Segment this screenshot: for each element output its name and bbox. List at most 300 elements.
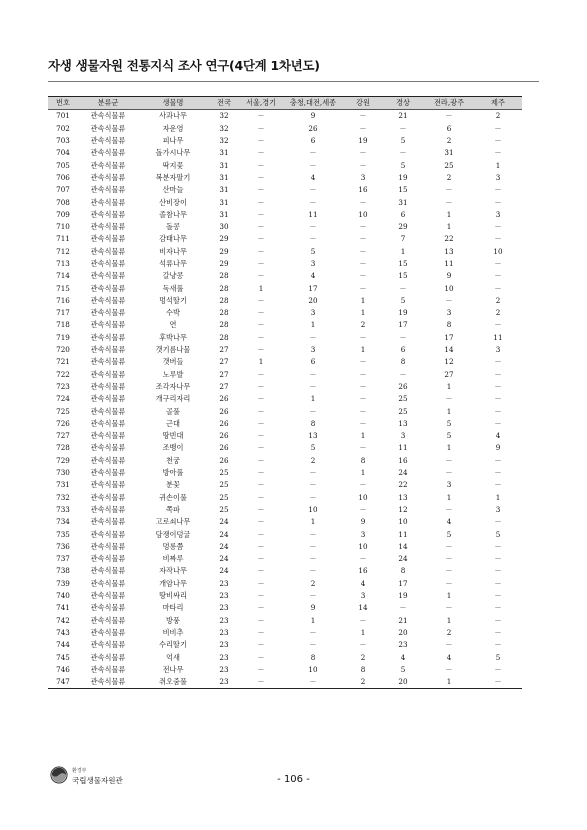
table-cell: 3	[310, 345, 316, 355]
table-cell: 13	[398, 418, 408, 428]
table-cell: 1	[446, 209, 452, 219]
table-cell: 5	[446, 418, 452, 428]
table-cell: 718	[56, 320, 70, 330]
table-cell: 31	[219, 209, 229, 219]
table-cell: －	[257, 640, 265, 650]
table-cell: －	[359, 480, 367, 490]
table-cell: 4	[446, 517, 452, 527]
table-cell: －	[257, 209, 265, 219]
table-cell: －	[494, 123, 502, 133]
table-cell: －	[282, 676, 344, 689]
table-cell: 비짜루	[162, 554, 184, 564]
table-row	[48, 651, 522, 663]
table-cell: 742	[56, 615, 70, 625]
table-cell: 711	[56, 234, 70, 244]
table-cell: －	[445, 640, 453, 650]
table-cell: －	[309, 197, 317, 207]
table-cell: 관속식물류	[90, 664, 126, 674]
table-cell: 피나무	[162, 136, 184, 146]
table-cell: 1	[446, 222, 452, 232]
table-cell: 관속식물류	[90, 246, 126, 256]
table-cell: 743	[56, 627, 70, 637]
table-cell: 740	[56, 591, 70, 601]
table-cell: 관속식물류	[90, 517, 126, 527]
table-cell: 관속식물류	[90, 197, 126, 207]
table-cell: 3	[446, 480, 452, 490]
table-cell: 9	[310, 111, 316, 121]
table-cell: －	[257, 480, 265, 490]
table-cell: －	[494, 259, 502, 268]
table-cell: 16	[358, 566, 368, 576]
table-cell: 8	[310, 418, 316, 428]
table-cell: 멍석딸기	[159, 295, 187, 305]
table-cell: 관속식물류	[90, 554, 126, 564]
table-cell: 1	[360, 468, 366, 478]
table-row	[48, 356, 522, 368]
table-cell: 6	[310, 136, 316, 146]
table-cell: 9	[310, 603, 316, 613]
table-cell: 귀손이풀	[159, 492, 187, 502]
table-row	[48, 209, 522, 221]
table-cell: 2	[446, 172, 452, 182]
table-cell: －	[494, 480, 502, 490]
table-row	[48, 270, 522, 282]
table-cell: －	[257, 566, 265, 576]
table-cell: 23	[219, 591, 229, 601]
table-cell: －	[359, 283, 367, 293]
table-cell: 2	[495, 111, 501, 121]
table-cell: 21	[398, 615, 408, 625]
table-row	[48, 393, 522, 405]
table-cell: －	[309, 627, 317, 637]
table-cell: －	[399, 332, 407, 342]
table-cell: 11	[444, 259, 454, 268]
table-cell: 3	[360, 591, 366, 601]
table-cell: 1	[360, 627, 366, 637]
table-cell: 관속식물류	[90, 234, 126, 244]
table-cell: －	[257, 431, 265, 441]
table-cell: －	[309, 369, 317, 379]
table-cell: 복분자딸기	[155, 172, 191, 182]
table-cell: －	[359, 234, 367, 244]
table-cell: －	[359, 222, 367, 232]
table-cell: 24	[219, 541, 229, 551]
table-cell: －	[494, 185, 502, 195]
table-cell: 9	[360, 517, 366, 527]
table-cell: 3	[310, 259, 316, 268]
table-cell: 관속식물류	[90, 185, 126, 195]
table-cell: －	[445, 578, 453, 588]
table-cell: －	[494, 394, 502, 404]
table-row	[48, 578, 522, 590]
table-cell: 3	[495, 345, 501, 355]
table-cell: －	[494, 283, 502, 293]
table-cell: 23	[219, 640, 229, 650]
table-cell: 관속식물류	[90, 160, 126, 170]
table-cell: 1	[424, 676, 474, 689]
table-cell: 29	[219, 234, 229, 244]
table-cell: 13	[444, 246, 454, 256]
table-cell: 724	[56, 394, 70, 404]
table-cell: －	[257, 197, 265, 207]
table-cell: 4	[360, 578, 366, 588]
table-cell: －	[445, 185, 453, 195]
table-cell: －	[494, 369, 502, 379]
table-cell: －	[257, 541, 265, 551]
table-cell: －	[359, 246, 367, 256]
table-cell: 15	[398, 185, 408, 195]
table-cell: 1	[495, 160, 501, 170]
table-cell: －	[257, 259, 265, 268]
table-cell: －	[257, 345, 265, 355]
table-cell: 26	[398, 381, 408, 391]
table-cell: 32	[219, 123, 229, 133]
table-cell: 9	[495, 443, 501, 453]
table-cell: 24	[219, 529, 229, 539]
table-cell: 15	[398, 259, 408, 268]
table-cell: 23	[219, 615, 229, 625]
table-cell: －	[399, 283, 407, 293]
table-cell: 관속식물류	[90, 271, 126, 281]
table-cell: －	[359, 406, 367, 416]
table-cell: 3	[360, 529, 366, 539]
table-cell: －	[445, 197, 453, 207]
table-cell: 719	[56, 332, 70, 342]
table-cell: 3	[495, 209, 501, 219]
table-cell: 8	[360, 664, 366, 674]
table-cell: 31	[219, 197, 229, 207]
table-cell: 31	[219, 185, 229, 195]
table-cell: －	[359, 271, 367, 281]
table-row	[48, 319, 522, 331]
table-cell: 자작나무	[159, 566, 187, 576]
table-cell: 돌콩	[166, 222, 180, 232]
table-cell: 3	[360, 172, 366, 182]
table-cell: 1	[495, 492, 501, 502]
table-cell: 쥐오줌풀	[138, 676, 208, 689]
table-cell: 관속식물류	[90, 345, 126, 355]
table-row	[48, 590, 522, 602]
table-cell: 석류나무	[159, 259, 187, 268]
table-cell: 관속식물류	[90, 504, 126, 514]
table-cell: 쪽파	[166, 504, 180, 514]
table-cell: 23	[219, 603, 229, 613]
table-cell: －	[309, 468, 317, 478]
table-cell: 1	[360, 295, 366, 305]
table-cell: 24	[219, 554, 229, 564]
table-cell: 10	[358, 209, 368, 219]
table-cell: 자운영	[162, 123, 184, 133]
table-cell: 관속식물류	[90, 148, 126, 158]
table-cell: 727	[56, 431, 70, 441]
table-row	[48, 172, 522, 184]
table-cell: 1	[360, 308, 366, 318]
table-cell: 31	[219, 172, 229, 182]
table-cell: 1	[258, 357, 264, 367]
table-cell: －	[494, 197, 502, 207]
table-cell: 14	[444, 345, 454, 355]
table-cell: 738	[56, 566, 70, 576]
table-cell: －	[257, 443, 265, 453]
table-cell: 8	[446, 320, 452, 330]
table-cell: 29	[219, 259, 229, 268]
table-cell: －	[257, 468, 265, 478]
table-cell: 739	[56, 578, 70, 588]
table-cell: 관속식물류	[90, 627, 126, 637]
table-cell: －	[359, 640, 367, 650]
table-cell: －	[257, 234, 265, 244]
table-cell: 1	[446, 406, 452, 416]
table-cell: 14	[358, 603, 368, 613]
header-cell: 전국	[208, 97, 240, 110]
table-cell: －	[309, 541, 317, 551]
table-cell: －	[257, 517, 265, 527]
table-cell: 관속식물류	[90, 332, 126, 342]
table-cell: 관속식물류	[90, 406, 126, 416]
table-cell: 737	[56, 554, 70, 564]
table-cell: －	[359, 615, 367, 625]
survey-table	[48, 96, 522, 689]
table-cell: －	[445, 394, 453, 404]
table-cell: －	[494, 627, 502, 637]
table-cell: －	[257, 111, 265, 121]
table-cell: 땅빈대	[162, 431, 184, 441]
table-cell: 관속식물류	[90, 209, 126, 219]
table-cell: 1	[446, 443, 452, 453]
table-cell: 5	[310, 246, 316, 256]
table-cell: －	[399, 148, 407, 158]
table-cell: 19	[398, 172, 408, 182]
table-cell: 13	[398, 492, 408, 502]
table-cell: 관속식물류	[90, 283, 126, 293]
table-cell: 1	[310, 320, 316, 330]
table-cell: 734	[56, 517, 70, 527]
table-cell: 4	[446, 652, 452, 662]
table-cell: －	[359, 381, 367, 391]
table-cell: －	[257, 172, 265, 182]
table-cell: 수박	[166, 308, 180, 318]
table-cell: 28	[219, 320, 229, 330]
table-cell: 11	[308, 209, 318, 219]
table-cell: 비비추	[162, 627, 184, 637]
table-cell: 729	[56, 455, 70, 465]
header-cell: 분류군	[78, 97, 138, 110]
table-cell: 704	[56, 148, 70, 158]
table-row	[48, 516, 522, 528]
table-cell: －	[359, 369, 367, 379]
table-cell: 2	[310, 455, 316, 465]
table-cell: 8	[360, 455, 366, 465]
table-cell: －	[494, 148, 502, 158]
table-cell: 17	[308, 283, 318, 293]
table-row	[48, 344, 522, 356]
table-cell: －	[309, 591, 317, 601]
table-row	[48, 467, 522, 479]
table-cell: －	[445, 111, 453, 121]
table-cell: 멍롱쯤	[162, 541, 184, 551]
table-cell: 관속식물류	[90, 529, 126, 539]
table-cell: 19	[358, 136, 368, 146]
table-row	[48, 528, 522, 540]
table-cell: 1	[310, 615, 316, 625]
table-cell: 24	[219, 517, 229, 527]
table-cell: －	[494, 320, 502, 330]
table-cell: 26	[219, 418, 229, 428]
table-cell: 관속식물류	[90, 394, 126, 404]
table-cell: －	[257, 222, 265, 232]
table-cell: 9	[446, 271, 452, 281]
table-cell: －	[257, 148, 265, 158]
table-cell: 1	[360, 345, 366, 355]
header-cell: 강원	[344, 97, 382, 110]
page-number: - 106 -	[277, 774, 310, 785]
table-cell: －	[257, 123, 265, 133]
table-cell: 관속식물류	[90, 172, 126, 182]
title-divider	[48, 81, 539, 82]
table-cell: 관속식물류	[90, 603, 126, 613]
table-cell: 10	[308, 504, 318, 514]
table-cell: 28	[219, 332, 229, 342]
table-cell: 715	[56, 283, 70, 293]
table-cell: 6	[446, 123, 452, 133]
table-cell: －	[494, 554, 502, 564]
table-cell: 1	[446, 492, 452, 502]
table-cell: 730	[56, 468, 70, 478]
table-cell: 28	[219, 295, 229, 305]
table-cell: 713	[56, 259, 70, 268]
table-cell: 2	[360, 652, 366, 662]
table-row	[48, 504, 522, 516]
table-cell: 5	[446, 431, 452, 441]
table-cell: 27	[219, 357, 229, 367]
table-cell: 3	[495, 504, 501, 514]
table-cell: 723	[56, 381, 70, 391]
table-cell: 707	[56, 185, 70, 195]
table-cell: 2	[310, 578, 316, 588]
table-cell: 1	[310, 517, 316, 527]
table-cell: 725	[56, 406, 70, 416]
table-row	[48, 110, 522, 123]
table-cell: －	[309, 640, 317, 650]
table-cell: 비자나무	[159, 246, 187, 256]
table-cell: 관속식물류	[90, 615, 126, 625]
table-cell: 703	[56, 136, 70, 146]
table-row	[48, 147, 522, 159]
table-cell: 10	[398, 517, 408, 527]
table-cell: 사과나무	[159, 111, 187, 121]
table-cell: －	[257, 554, 265, 564]
table-cell: 728	[56, 443, 70, 453]
table-cell: 721	[56, 357, 70, 367]
table-cell: 720	[56, 345, 70, 355]
table-cell: －	[494, 468, 502, 478]
table-cell: 23	[219, 664, 229, 674]
table-cell: 관속식물류	[90, 222, 126, 232]
table-cell: 19	[398, 308, 408, 318]
table-cell: 733	[56, 504, 70, 514]
table-cell: 12	[398, 504, 408, 514]
table-cell: －	[257, 504, 265, 514]
table-cell: 4	[495, 431, 501, 441]
table-cell: 관속식물류	[90, 652, 126, 662]
table-cell: 714	[56, 271, 70, 281]
table-cell: －	[240, 676, 282, 689]
table-cell: －	[257, 246, 265, 256]
header-cell: 제주	[474, 97, 522, 110]
table-cell: 8	[400, 357, 406, 367]
table-cell: 21	[398, 111, 408, 121]
table-row	[48, 627, 522, 639]
table-cell: 19	[398, 591, 408, 601]
table-cell: 20	[382, 676, 424, 689]
table-cell: －	[257, 664, 265, 674]
table-cell: －	[445, 504, 453, 514]
table-cell: 2	[446, 627, 452, 637]
table-cell: 16	[398, 455, 408, 465]
table-cell: 24	[219, 566, 229, 576]
table-row	[48, 541, 522, 553]
table-cell: －	[359, 259, 367, 268]
table-cell: 702	[56, 123, 70, 133]
table-cell: －	[257, 271, 265, 281]
table-cell: 10	[493, 246, 503, 256]
table-cell: 조각자나무	[155, 381, 191, 391]
table-cell: －	[494, 222, 502, 232]
table-cell: 관속식물류	[90, 136, 126, 146]
table-cell: －	[257, 332, 265, 342]
table-row	[48, 405, 522, 417]
table-cell: 23	[219, 627, 229, 637]
table-cell: 1	[258, 283, 264, 293]
table-cell: 관속식물류	[90, 381, 126, 391]
header-cell: 충청,대전,세종	[282, 97, 344, 110]
table-row	[48, 282, 522, 294]
table-cell: 관속식물류	[90, 431, 126, 441]
table-cell: 12	[444, 357, 454, 367]
table-cell: －	[359, 111, 367, 121]
table-row	[48, 184, 522, 196]
table-cell: 23	[208, 676, 240, 689]
table-cell: －	[494, 517, 502, 527]
table-cell: －	[494, 455, 502, 465]
table-cell: 15	[398, 271, 408, 281]
table-cell: 방풍	[166, 615, 180, 625]
table-cell: 11	[398, 443, 408, 453]
table-cell: －	[257, 615, 265, 625]
table-cell: 31	[219, 160, 229, 170]
table-cell: 25	[398, 406, 408, 416]
table-cell: 관속식물류	[78, 676, 138, 689]
table-cell: 712	[56, 246, 70, 256]
table-cell: 731	[56, 480, 70, 490]
table-cell: 돌가시나무	[155, 148, 191, 158]
table-cell: 관속식물류	[90, 308, 126, 318]
table-cell: 관속식물류	[90, 369, 126, 379]
table-cell: －	[445, 554, 453, 564]
table-cell: 2	[344, 676, 382, 689]
table-cell: 1	[310, 394, 316, 404]
table-row	[48, 221, 522, 233]
table-cell: 5	[400, 664, 406, 674]
table-cell: 관속식물류	[90, 640, 126, 650]
table-cell: －	[359, 160, 367, 170]
table-cell: －	[309, 406, 317, 416]
table-cell: 개구리자리	[155, 394, 191, 404]
table-cell: －	[309, 222, 317, 232]
document-title: 자생 생물자원 전통지식 조사 연구(4단계 1차년도)	[48, 58, 320, 73]
table-cell: 747	[48, 676, 78, 689]
table-row	[48, 381, 522, 393]
